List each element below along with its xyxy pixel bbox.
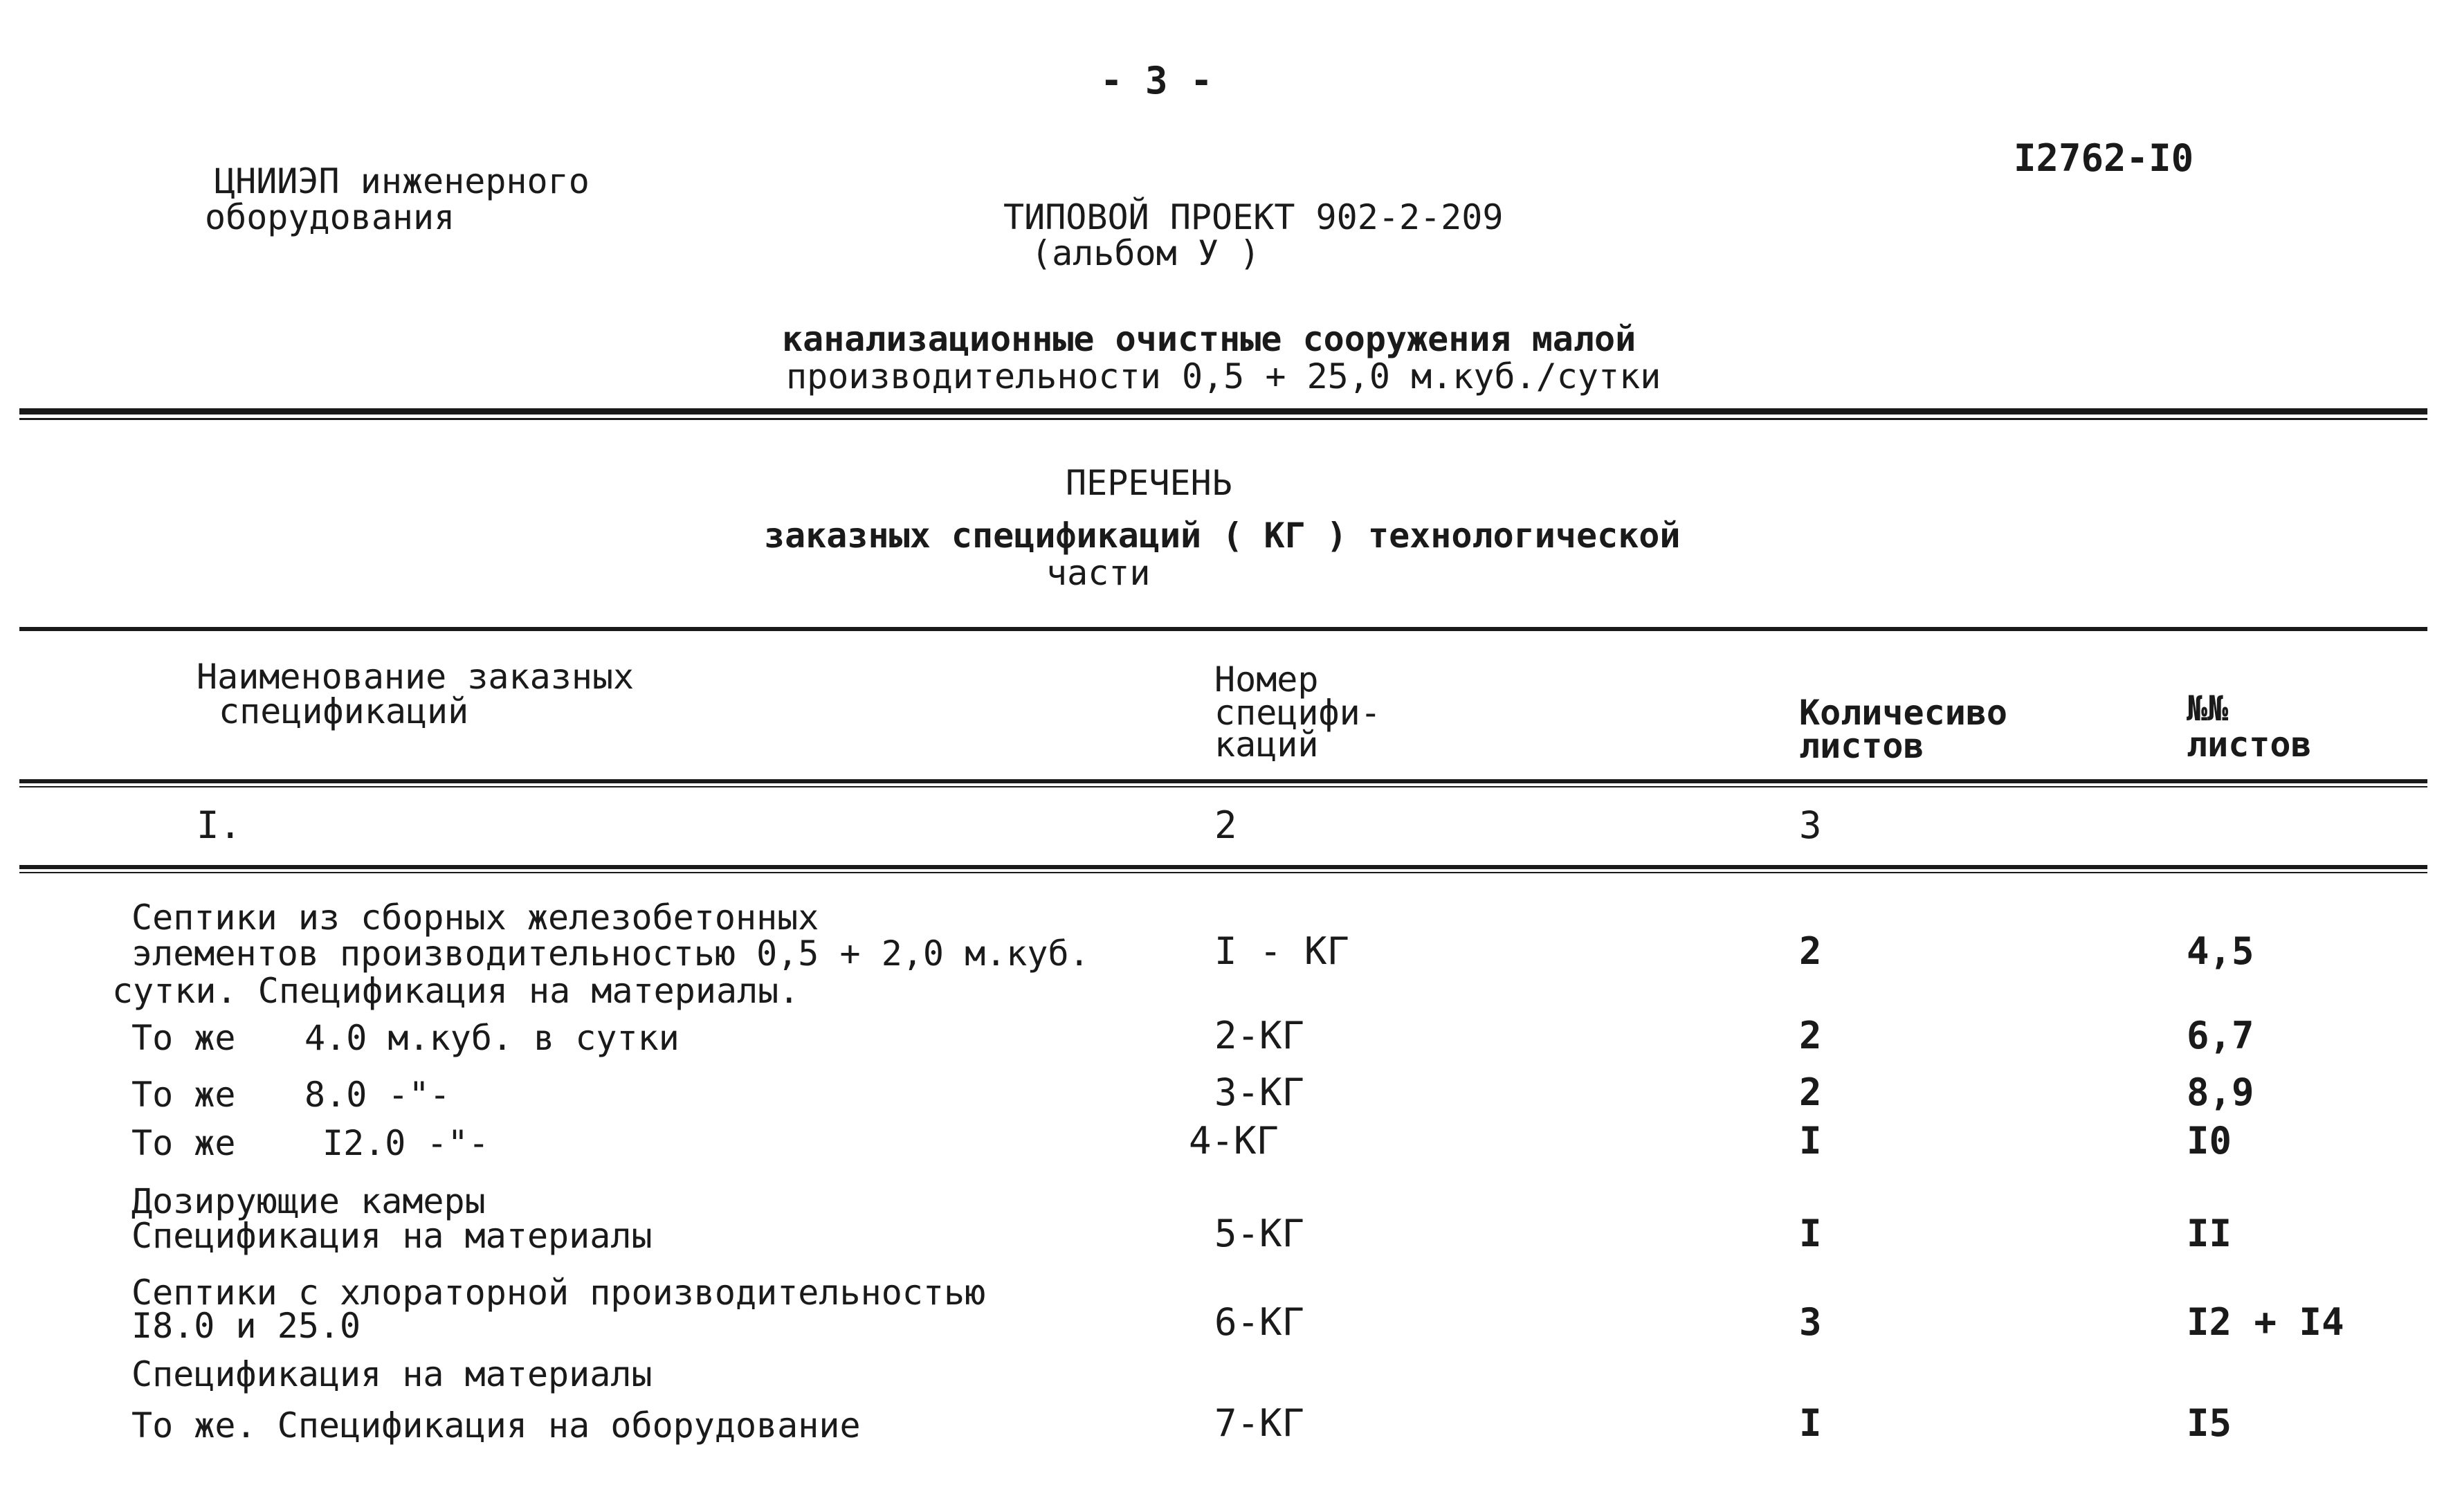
row-sheets: I [1799, 1401, 1822, 1445]
organization-line2: оборудования [205, 197, 455, 237]
row-sheets: I [1799, 1119, 1822, 1163]
col-sheets-header-line2: листов [1799, 726, 1924, 766]
row-number: 3-КГ [1214, 1071, 1305, 1114]
divider-top-thin [19, 418, 2427, 420]
row-name-line: Спецификация на материалы [131, 1216, 653, 1256]
column-number-2: 2 [1214, 803, 1237, 847]
divider-top [19, 408, 2427, 415]
subject-line2: производительности 0,5 + 25,0 м.куб./сутки [786, 356, 1661, 397]
row-number: 6-КГ [1214, 1300, 1305, 1344]
col-sheets-header: Количесиво [1799, 693, 2008, 733]
table-top-rule [19, 627, 2427, 631]
page-number: - 3 - [1100, 59, 1213, 102]
row-sheet-nos: 4,5 [2187, 929, 2254, 973]
row-number: 2-КГ [1214, 1014, 1305, 1057]
project-album: (альбом У ) [1031, 233, 1261, 273]
table-body-rule [19, 865, 2427, 869]
row-name-line: Септики из сборных железобетонных [131, 898, 819, 938]
row-sheets: 2 [1799, 1014, 1822, 1057]
row-prefix: То же [131, 1075, 236, 1115]
row-name: То же. Спецификация на оборудование [131, 1405, 861, 1446]
row-number: 7-КГ [1214, 1401, 1305, 1445]
row-sheet-nos: II [2187, 1212, 2232, 1255]
row-name-line: I8.0 и 25.0 [131, 1306, 361, 1346]
row-name: 4.0 м.куб. в сутки [304, 1018, 680, 1058]
col-sheetnos-header-line2: листов [2187, 725, 2312, 765]
list-heading-part: части [1046, 553, 1151, 593]
row-name-line: элементов производительностью 0,5 + 2,0 м.куб. [131, 933, 1090, 974]
list-heading-subtitle: заказных спецификаций ( КГ ) технологической [764, 516, 1681, 556]
col-name-header-line2: спецификаций [219, 691, 469, 731]
column-number-3: 3 [1799, 803, 1822, 847]
column-number-1: I. [197, 803, 242, 847]
row-sheet-nos: I5 [2187, 1401, 2232, 1445]
row-name: 8.0 -"- [304, 1075, 450, 1115]
row-number: 5-КГ [1214, 1212, 1305, 1255]
table-header-rule-thin [19, 786, 2427, 787]
row-prefix: То же [131, 1018, 236, 1058]
project-title: ТИПОВОЙ ПРОЕКТ 902-2-209 [1003, 197, 1504, 237]
row-sheet-nos: 8,9 [2187, 1071, 2254, 1114]
row-sheet-nos: 6,7 [2187, 1014, 2254, 1057]
subject-line1: канализационные очистные сооружения малой [782, 319, 1636, 359]
row-prefix: То же [131, 1123, 236, 1163]
col-sheetnos-header: №№ [2187, 689, 2229, 729]
row-sheet-nos: I2 + I4 [2187, 1300, 2344, 1344]
row-sheets: 2 [1799, 929, 1822, 973]
row-sheet-nos: I0 [2187, 1119, 2232, 1163]
table-body-rule-thin [19, 872, 2427, 873]
row-name-line: сутки. Спецификация на материалы. [112, 971, 800, 1011]
col-number-header-line3: каций [1214, 725, 1319, 765]
col-number-header: Номер [1214, 659, 1319, 700]
document-code: I2762-I0 [2014, 136, 2194, 180]
row-sheets: 2 [1799, 1071, 1822, 1114]
col-name-header: Наименование заказных [197, 657, 635, 697]
list-heading: ПЕРЕЧЕНЬ [1066, 463, 1232, 503]
row-sheets: I [1799, 1212, 1822, 1255]
organization-line1: ЦНИИЭП инженерного [215, 161, 590, 201]
row-number: I - КГ [1214, 929, 1350, 973]
row-sheets: 3 [1799, 1300, 1822, 1344]
row-name-line: Дозирующие камеры [131, 1181, 486, 1221]
row-number: 4-КГ [1189, 1119, 1279, 1163]
col-number-header-line2: специфи- [1214, 693, 1381, 733]
table-header-rule [19, 779, 2427, 783]
row-name: I2.0 -"- [322, 1123, 489, 1163]
row-name-line: Септики с хлораторной производительностью [131, 1273, 986, 1313]
row-name-line: Спецификация на материалы [131, 1354, 653, 1394]
